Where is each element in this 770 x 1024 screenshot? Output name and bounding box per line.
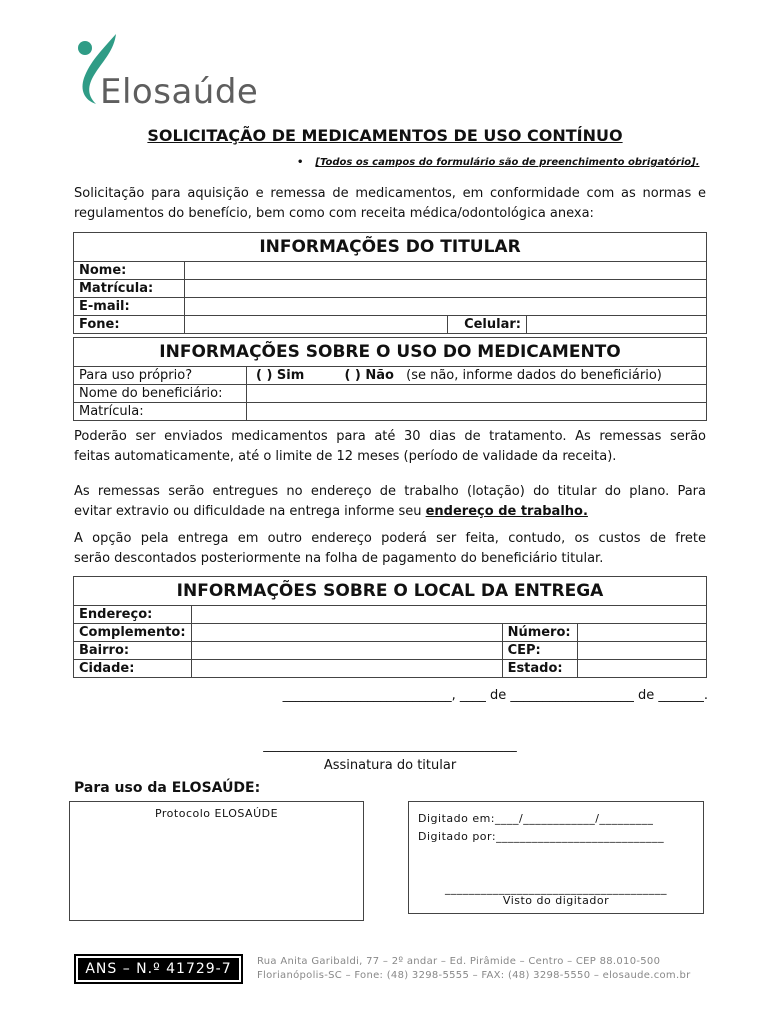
matricula-field[interactable]	[185, 280, 707, 298]
titular-table	[73, 232, 707, 334]
cidade-label: Cidade:	[74, 660, 192, 678]
uso-proprio-label: Para uso próprio?	[74, 367, 247, 385]
intro-line-1: Solicitação para aquisição e remessa de medicamentos, em conformidade com as normas e	[74, 186, 706, 201]
matricula-beneficiario-field[interactable]	[247, 403, 707, 421]
frete-paragraph	[74, 529, 706, 569]
protocolo-label: Protocolo ELOSAÚDE	[154, 807, 279, 820]
cep-field[interactable]	[577, 642, 706, 660]
nao-checkbox[interactable]: ( ) Não	[344, 368, 394, 383]
matricula-label: Matrícula:	[74, 280, 185, 298]
prazo-paragraph	[74, 427, 706, 467]
required-note	[297, 157, 700, 168]
titular-heading: INFORMAÇÕES DO TITULAR	[74, 233, 707, 262]
signature-label: Assinatura do titular	[323, 758, 457, 773]
page-title: SOLICITAÇÃO DE MEDICAMENTOS DE USO CONTÍNUO	[147, 126, 623, 145]
entrega-heading: INFORMAÇÕES SOBRE O LOCAL DA ENTREGA	[74, 577, 707, 606]
nome-label: Nome:	[74, 262, 185, 280]
nome-beneficiario-field[interactable]	[247, 385, 707, 403]
uso-heading: INFORMAÇÕES SOBRE O USO DO MEDICAMENTO	[74, 338, 707, 367]
logo-wordmark: Elosaúde	[100, 72, 259, 112]
protocolo-box[interactable]	[69, 801, 364, 921]
numero-label: Número:	[502, 624, 577, 642]
internal-use-heading: Para uso da ELOSAÚDE:	[74, 780, 261, 796]
date-line[interactable]: __________________________, ____ de ___________________ de _______.	[282, 688, 708, 703]
uso-hint: (se não, informe dados do beneficiário)	[406, 368, 662, 383]
frete-line-2: serão descontados posteriormente na folha de pagamento do beneficiário titular.	[74, 551, 604, 566]
nome-field[interactable]	[185, 262, 707, 280]
fone-field[interactable]	[185, 316, 448, 334]
visto-label: Visto do digitador	[502, 894, 610, 907]
intro-paragraph	[74, 184, 706, 224]
numero-field[interactable]	[577, 624, 706, 642]
endereco-trabalho-emphasis: endereço de trabalho.	[425, 504, 588, 519]
digitado-por-field[interactable]: Digitado por:____________________________	[418, 830, 665, 843]
prazo-line-1: Poderão ser enviados medicamentos para até 30 dias de tratamento. As remessas serão	[74, 429, 706, 444]
cep-label: CEP:	[502, 642, 577, 660]
intro-line-2: regulamentos do benefício, bem como com receita médica/odontológica anexa:	[74, 206, 594, 221]
remessa-line-2: evitar extravio ou dificuldade na entrega informe seu	[74, 504, 422, 519]
complemento-label: Complemento:	[74, 624, 192, 642]
endereco-field[interactable]	[191, 606, 706, 624]
bairro-label: Bairro:	[74, 642, 192, 660]
logo	[70, 28, 270, 112]
fone-label: Fone:	[74, 316, 185, 334]
visto-line[interactable]: _____________________________________	[445, 882, 667, 895]
ans-badge	[74, 954, 243, 984]
required-note-text: [Todos os campos do formulário são de preenchimento obrigatório].	[315, 157, 700, 168]
nome-beneficiario-label: Nome do beneficiário:	[74, 385, 247, 403]
digitado-em-field[interactable]: Digitado em:____/____________/_________	[418, 812, 654, 825]
remessa-paragraph	[74, 482, 706, 522]
email-label: E-mail:	[74, 298, 185, 316]
footer-address-line-1: Rua Anita Garibaldi, 77 – 2º andar – Ed. Pirâmide – Centro – CEP 88.010-500	[257, 956, 661, 967]
signature-line[interactable]: _______________________________________	[263, 738, 517, 753]
remessa-line-1: As remessas serão entregues no endereço de trabalho (lotação) do titular do plano. Para	[74, 484, 706, 499]
matricula-beneficiario-label: Matrícula:	[74, 403, 247, 421]
bairro-field[interactable]	[191, 642, 502, 660]
uso-proprio-options	[247, 367, 707, 385]
celular-field[interactable]	[527, 316, 707, 334]
estado-field[interactable]	[577, 660, 706, 678]
complemento-field[interactable]	[191, 624, 502, 642]
ans-badge-text: ANS – N.º 41729-7	[78, 958, 239, 980]
bullet-icon: •	[297, 157, 304, 168]
estado-label: Estado:	[502, 660, 577, 678]
frete-line-1: A opção pela entrega em outro endereço poderá ser feita, contudo, os custos de frete	[74, 531, 706, 546]
sim-checkbox[interactable]: ( ) Sim	[256, 368, 305, 383]
cidade-field[interactable]	[191, 660, 502, 678]
digitacao-box	[408, 801, 704, 914]
prazo-line-2: feitas automaticamente, até o limite de 12 meses (período de validade da receita).	[74, 449, 617, 464]
footer-address	[257, 955, 691, 983]
footer-address-line-2: Florianópolis-SC – Fone: (48) 3298-5555 – FAX: (48) 3298-5550 – elosaude.com.br	[257, 970, 691, 981]
uso-table	[73, 337, 707, 421]
email-field[interactable]	[185, 298, 707, 316]
entrega-table	[73, 576, 707, 678]
endereco-label: Endereço:	[74, 606, 192, 624]
celular-label: Celular:	[448, 316, 527, 334]
